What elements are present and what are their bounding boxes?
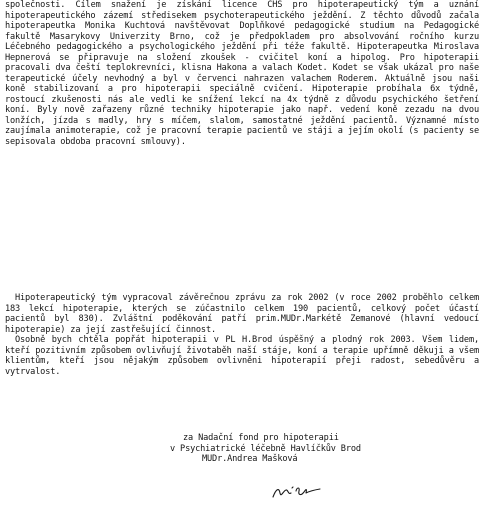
- signature-block: [170, 433, 483, 465]
- paragraph-2: Hipoterapeutický tým vypracoval závěrečnou zprávu za rok 2002 (v roce 2002 proběhlo celkem 183 lekcí hipoterapie, kterých se zúčastnilo celkem 190 pacientů, celkový počet účastí pacientů byl 830). Zvláštní poděkování patří prim.MUDr.Markétě Zemanové (hlavní vedoucí hipoterapie) za její zastřešující činnost.: [5, 293, 479, 335]
- signature-line-fund: za Nadační fond pro hipoterapii: [183, 433, 339, 443]
- paragraph-3: Osobně bych chtěla popřát hipoterapii v PL H.Brod úspěšný a plodný rok 2003. Všem lidem, kteří pozitivním způsobem ovlivňují životaběh naší stáje, koní a terapie upřímně děkuji a všem klientům, kteří jsou nějakým způsobem ovlivněni hipoterapií přeji radost, sebedůvěru a vytrvalost.: [5, 335, 479, 377]
- signature-line-institution: v Psychiatrické léčebně Havlíčkův Brod: [170, 443, 361, 454]
- signature-line-name: MUDr.Andrea Mašková: [202, 454, 298, 465]
- paragraph-1: společnosti. Cílem snažení je získání licence ČHS pro hipoterapeutický tým a uznání hipoterapeutického zázemí středisekem psychoterapeutického ježdění. Z těchto důvodů začala hipoterapeutka Monika Kuchtová navštěvovat Doplňkové pedagogické studium na Pedagogické fakultě Masarykovy Univerzity Brno, což je předpokladem pro absolvování ročního kurzu Léčebného pedagogického a psychologického ježdění při téže fakultě. Hipoterapeutka Miroslava Hepnerová se připravuje na složení zkoušek - cvičitel koní a hipolog. Pro hipoterapii pracovali dva čeští teplokrevníci, klisna Hakona a valach Kodet. Kodet se však ukázal pro naše terapeutické účely nevhodný a byl v červenci nahrazen valachem Roderem. Aktuálně jsou naši koně stabilizovaní a pro hipoterapii speciálně cvičení. Hipoterapie probíhala 6x týdně, rostoucí zkušenosti nás ale vedli ke snížení lekcí na 4x týdně z důvodu psychického šetření koní. Byly nově zařazeny různé techniky hipoterapie jako např. vedení koně zezadu na dvou lonžích, jízda s madly, hry s míčem, slalom, samostatné ježdění pacientů. Významné místo zaujímala animoterapie, což je pracovní terapie pacientů ve stáji a jejím okolí (s pacienty se sepisovala obdoba pracovní smlouvy).: [5, 0, 479, 147]
- handwritten-signature-icon: [270, 479, 330, 503]
